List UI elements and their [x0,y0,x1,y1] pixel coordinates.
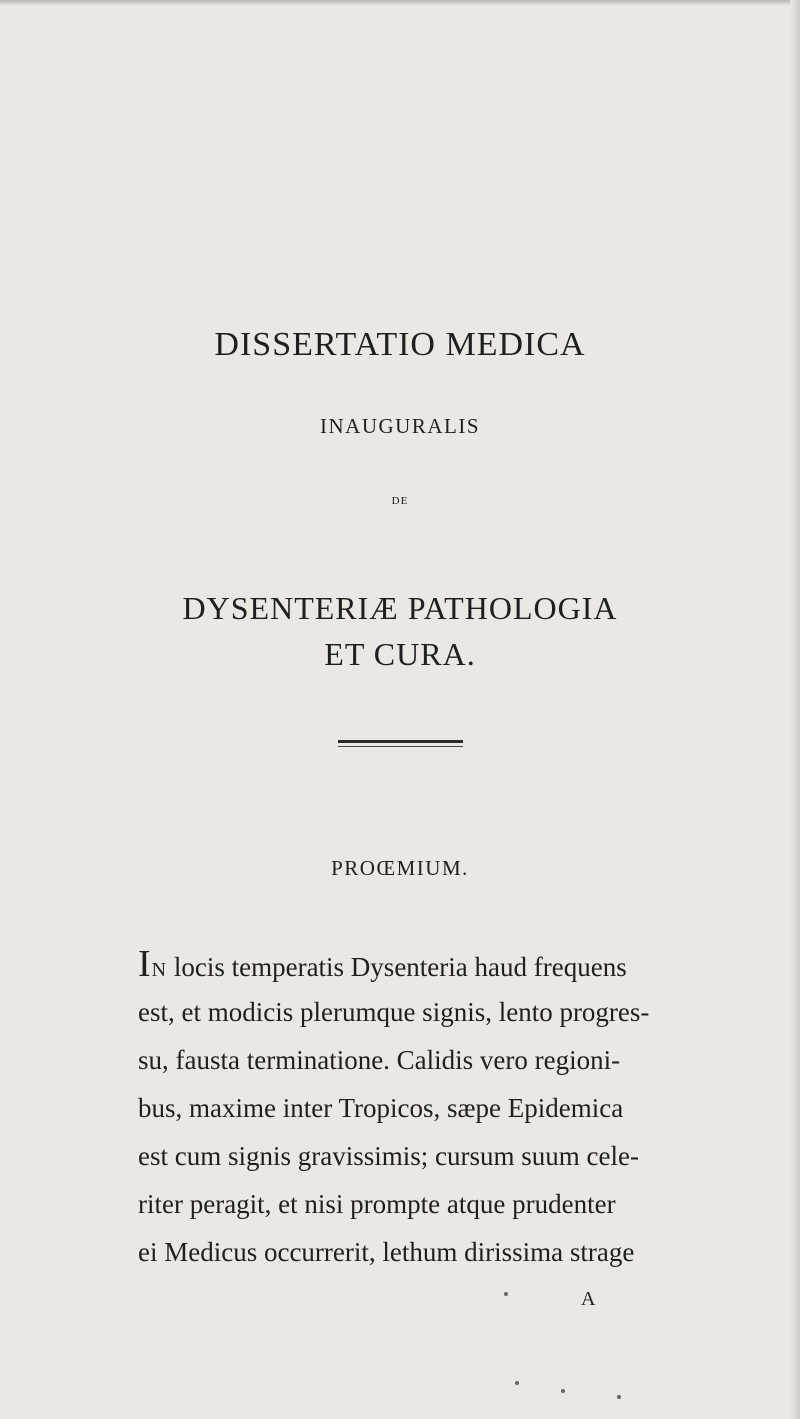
body-line-1-rest: locis temperatis Dysenteria haud frequens [167,952,627,982]
body-line-1 [138,943,738,986]
page-top-edge [0,0,800,6]
title-divider-rule [338,740,463,743]
dissertation-title: DISSERTATIO MEDICA [214,326,586,363]
title-divider-thin-rule [338,746,463,747]
subject-title-line-1: DYSENTERIÆ PATHOLOGIA [182,590,618,626]
body-line-6: riter peragit, et nisi prompte atque prudenter [138,1189,616,1219]
body-line-7: ei Medicus occurrerit, lethum dirissima strage [138,1237,635,1267]
dropcap-smallcaps: N [151,959,168,981]
dissertation-subtitle: INAUGURALIS [320,414,480,438]
body-line-4: bus, maxime inter Tropicos, sæpe Epidemica [138,1093,624,1123]
ink-speck [561,1389,565,1393]
ink-speck [515,1381,519,1385]
signature-mark: A [581,1288,596,1310]
body-line-3: su, fausta terminatione. Calidis vero regioni- [138,1045,621,1075]
body-line-2: est, et modicis plerumque signis, lento progres- [138,997,650,1027]
page-right-edge [790,0,800,1419]
ink-speck [617,1395,621,1399]
title-connector: DE [391,495,409,507]
ink-speck [504,1292,508,1296]
section-heading: PROŒMIUM. [331,856,469,880]
body-line-5: est cum signis gravissimis; cursum suum cele- [138,1141,639,1171]
dropcap-letter: I [138,943,152,985]
subject-title-line-2: ET CURA. [324,636,476,672]
